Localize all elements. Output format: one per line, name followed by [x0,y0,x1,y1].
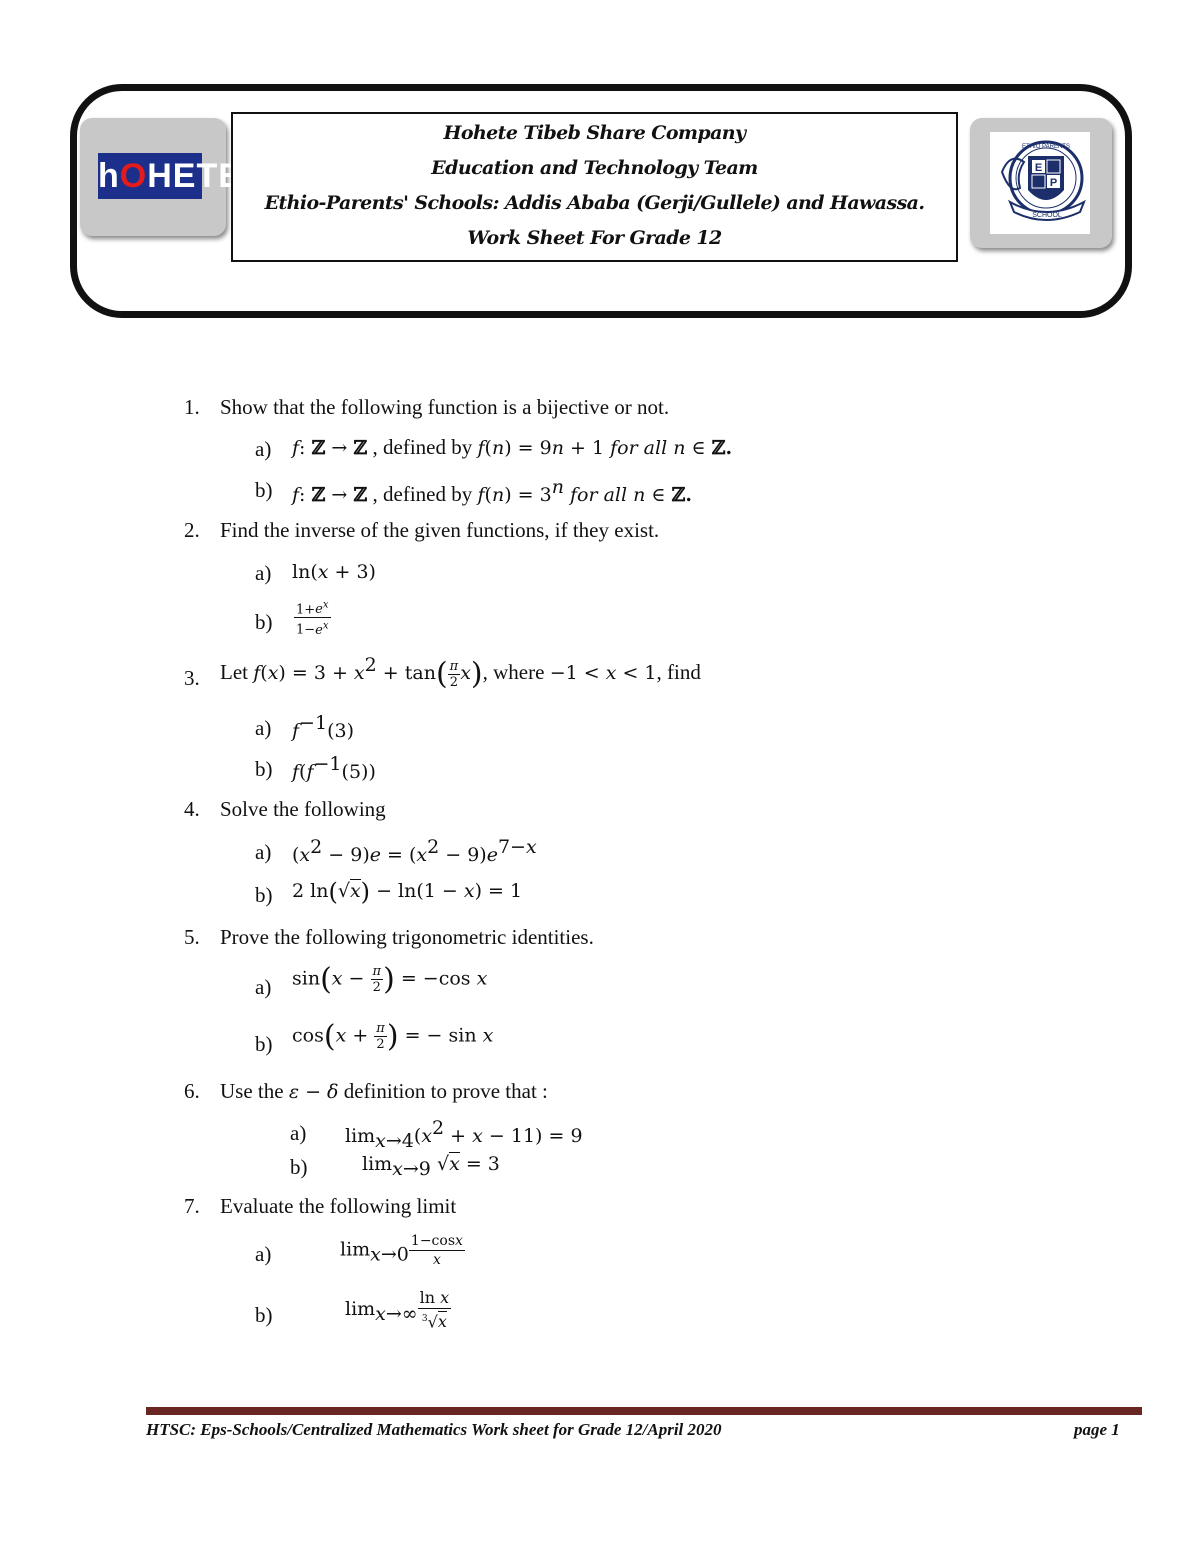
q3-b-expression: $f(f^{-1}(5))$ [292,753,376,783]
q4-b-expression: 2 ln(√x) − ln(1 − x) = 1 [292,878,523,907]
q7-a-expression: $\lim_{x\to 0}$ $\frac{1-\cos x}{x}$ [340,1233,463,1268]
question-6-number: 6. [184,1079,200,1103]
q6-use-the: Use the [220,1079,284,1103]
worksheet-title: Work Sheet For Grade 12 [467,227,722,249]
q5-b-label: b) [255,1032,273,1056]
q1-a-defined: , defined by [372,435,473,459]
q4-b-label: b) [255,883,273,907]
q3-find: find [667,660,701,684]
footer-text: HTSC: Eps-Schools/Centralized Mathematics Work sheet for Grade 12/April 2020 [146,1420,722,1439]
q6-b-expression: $\lim_{x\to 9} √x = 3$ [362,1153,500,1181]
question-2-text: Find the inverse of the given functions, if they exist. [220,518,660,542]
q7-b-expression: $\lim_{x\to\infty}$ $\frac{\text{ln x}}{^3√x}$ [345,1288,450,1332]
q3-where: , where [482,660,545,684]
q1-a-expression: f: ℤ → ℤ , defined by f(n) = 9n + 1 for all n ∈ ℤ. [292,435,733,459]
q1-b-label: b) [255,478,273,502]
question-7-number: 7. [184,1194,200,1218]
q3-let: Let [220,660,248,684]
q2-a-label: a) [255,561,272,585]
company-name: Hohete Tibeb Share Company [443,122,746,144]
team-name: Education and Technology Team [431,157,758,179]
question-6-text: Use the ε − δ definition to prove that : [220,1079,548,1103]
hohete-logo-text: hOHETE [98,153,202,199]
schools-line: Ethio-Parents' Schools: Addis Ababa (Gerji/Gullele) and Hawassa. [264,192,925,214]
crest-ring-text: ETHIO PARENTS [1022,144,1070,150]
q3-b-label: b) [255,757,273,781]
question-5-text: Prove the following trigonometric identities. [220,925,594,949]
question-4-text: Solve the following [220,797,386,821]
q1-b-expression: f: ℤ → ℤ , defined by $f(n) = 3^n$ for all n ∈ ℤ. [292,476,692,506]
crest-letter-p: P [1049,177,1058,189]
crest-icon [990,132,1090,234]
question-1-text: Show that the following function is a bijective or not. [220,395,670,419]
q6-b-label: b) [290,1155,308,1179]
question-3-text: Let $f(x) = 3 + x^2 + \tan$( $\frac{\pi}{2}$ x), where −1 < x < 1, find [220,654,701,692]
q6-a-expression: $\lim_{x\to 4}(x^2 + x - 11) = 9$ [345,1117,583,1153]
q7-b-label: b) [255,1303,273,1327]
q6-definition: definition to prove that : [343,1079,548,1103]
question-5-number: 5. [184,925,200,949]
q2-b-label: b) [255,610,273,634]
page-number: page 1 [1074,1420,1120,1439]
q3-a-label: a) [255,716,272,740]
hohete-logo [80,118,242,236]
footer-rule [146,1407,1142,1415]
q5-a-label: a) [255,975,272,999]
q6-a-label: a) [290,1121,307,1145]
q4-a-expression: $(x^2 - 9)e = (x^2 - 9)e^{7-x}$ [292,836,537,866]
q2-a-expression: ln(x + 3) [292,561,376,583]
q1-b-defined: , defined by [372,482,473,506]
q5-b-expression: cos(x + $\frac{\pi}{2}$ ) = − sin x [292,1019,494,1054]
q5-a-expression: sin(x − $\frac{\pi}{2}$ ) = −cos x [292,962,488,997]
q4-a-label: a) [255,840,272,864]
q3-a-expression: $f^{-1}(3)$ [292,712,354,742]
school-crest-logo [970,118,1112,248]
question-2-number: 2. [184,518,200,542]
question-3-number: 3. [184,666,200,690]
crest-school-banner: SCHOOL [1032,212,1062,219]
header-title-box [231,112,958,262]
question-1-number: 1. [184,395,200,419]
question-4-number: 4. [184,797,200,821]
crest-letter-e: E [1034,162,1043,174]
q7-a-label: a) [255,1242,272,1266]
q2-b-expression: $\frac{1+e^x}{1-e^x}$ [296,600,329,638]
question-7-text: Evaluate the following limit [220,1194,457,1218]
q1-a-label: a) [255,437,272,461]
